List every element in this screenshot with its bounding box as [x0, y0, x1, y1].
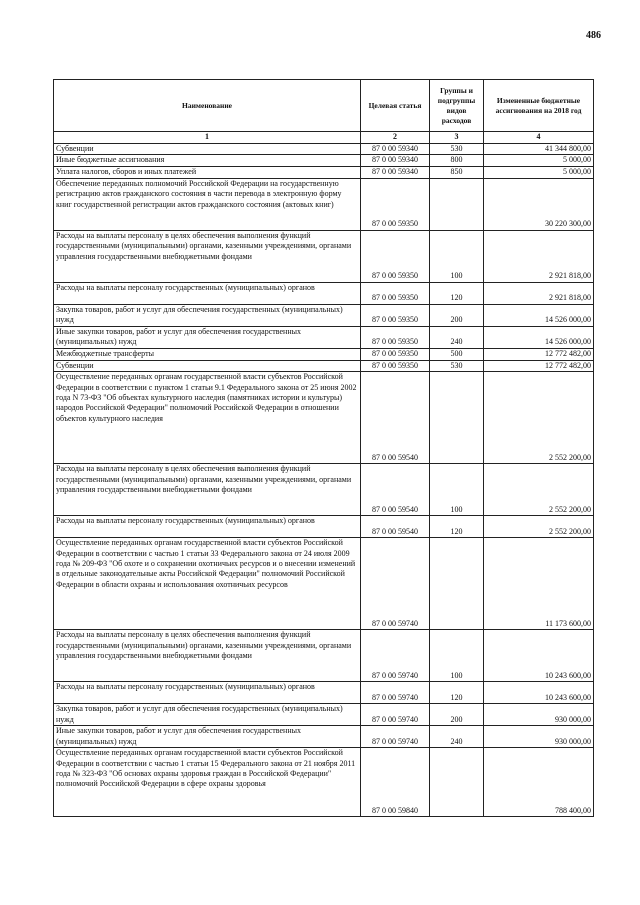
- table-row: [54, 348, 594, 360]
- row-target-code: 87 0 00 59540: [361, 464, 430, 516]
- row-expense-group: 240: [430, 326, 484, 348]
- row-name: Межбюджетные трансферты: [54, 348, 361, 360]
- row-target-code: 87 0 00 59740: [361, 726, 430, 748]
- row-amount: 5 000,00: [484, 155, 594, 166]
- row-amount: 2 552 200,00: [484, 372, 594, 464]
- table-row: [54, 630, 594, 682]
- table-row: [54, 704, 594, 726]
- row-name: Закупка товаров, работ и услуг для обеспечения государственных (муниципальных) нужд: [54, 304, 361, 326]
- row-amount: 2 921 818,00: [484, 282, 594, 304]
- table-row: [54, 538, 594, 630]
- row-expense-group: 120: [430, 282, 484, 304]
- row-amount: 11 173 600,00: [484, 538, 594, 630]
- row-name: Иные закупки товаров, работ и услуг для обеспечения государственных (муниципальных) нужд: [54, 726, 361, 748]
- row-expense-group: 200: [430, 304, 484, 326]
- row-target-code: 87 0 00 59340: [361, 166, 430, 178]
- row-target-code: 87 0 00 59350: [361, 230, 430, 282]
- row-name: Обеспечение переданных полномочий Российской Федерации на государственную регистрацию актов гражданского состояния в части перевода в электронную форму книг государственной регистрации актов гражданского состояния (актовых книг): [54, 178, 361, 230]
- row-name: Осуществление переданных органам государственной власти субъектов Российской Федерации в соответствии с частью 1 статьи 33 Федерального закона от 24 июля 2009 года № 209-ФЗ "Об охоте и о сохранении охотничьих ресурсов и о внесении изменений в отдельные законодательные акты Российской Федерации" полномочий Российской Федерации в области охраны и использования охотничьих ресурсов: [54, 538, 361, 630]
- row-name: Субвенции: [54, 360, 361, 371]
- row-target-code: 87 0 00 59540: [361, 372, 430, 464]
- column-numbers-row: [54, 132, 594, 144]
- table-row: [54, 326, 594, 348]
- row-name: Уплата налогов, сборов и иных платежей: [54, 166, 361, 178]
- column-number: 2: [361, 132, 430, 144]
- budget-table: [53, 79, 594, 817]
- row-expense-group: 120: [430, 682, 484, 704]
- column-number: 4: [484, 132, 594, 144]
- header-code: Целевая статья: [361, 80, 430, 132]
- row-expense-group: 100: [430, 230, 484, 282]
- row-target-code: 87 0 00 59340: [361, 155, 430, 166]
- row-target-code: 87 0 00 59740: [361, 704, 430, 726]
- row-name: Осуществление переданных органам государственной власти субъектов Российской Федерации в соответствии с частью 1 статьи 15 Федерального закона от 21 ноября 2011 года № 323-ФЗ "Об основах охраны здоровья граждан в Российской Федерации" полномочий Российской Федерации в сфере охраны здоровья: [54, 748, 361, 817]
- row-amount: 788 400,00: [484, 748, 594, 817]
- table-row: [54, 166, 594, 178]
- row-target-code: 87 0 00 59740: [361, 682, 430, 704]
- table-row: [54, 282, 594, 304]
- table-row: [54, 516, 594, 538]
- header-name: Наименование: [54, 80, 361, 132]
- row-expense-group: 100: [430, 464, 484, 516]
- row-expense-group: 100: [430, 630, 484, 682]
- row-amount: 30 220 300,00: [484, 178, 594, 230]
- table-row: [54, 304, 594, 326]
- row-name: Субвенции: [54, 144, 361, 155]
- table-row: [54, 155, 594, 166]
- table-row: [54, 360, 594, 371]
- row-expense-group: 240: [430, 726, 484, 748]
- table-row: [54, 682, 594, 704]
- row-expense-group: [430, 178, 484, 230]
- header-group: Группы и подгруппы видов расходов: [430, 80, 484, 132]
- row-amount: 12 772 482,00: [484, 360, 594, 371]
- row-target-code: 87 0 00 59540: [361, 516, 430, 538]
- row-amount: 12 772 482,00: [484, 348, 594, 360]
- row-expense-group: [430, 372, 484, 464]
- table-row: [54, 748, 594, 817]
- row-amount: 10 243 600,00: [484, 630, 594, 682]
- table-row: [54, 144, 594, 155]
- row-amount: 14 526 000,00: [484, 326, 594, 348]
- row-target-code: 87 0 00 59740: [361, 538, 430, 630]
- row-target-code: 87 0 00 59350: [361, 282, 430, 304]
- row-target-code: 87 0 00 59350: [361, 304, 430, 326]
- row-expense-group: 530: [430, 360, 484, 371]
- row-amount: 41 344 800,00: [484, 144, 594, 155]
- row-target-code: 87 0 00 59740: [361, 630, 430, 682]
- row-target-code: 87 0 00 59840: [361, 748, 430, 817]
- table-row: [54, 178, 594, 230]
- row-target-code: 87 0 00 59350: [361, 348, 430, 360]
- row-expense-group: 850: [430, 166, 484, 178]
- table-row: [54, 464, 594, 516]
- row-name: Закупка товаров, работ и услуг для обеспечения государственных (муниципальных) нужд: [54, 704, 361, 726]
- row-name: Иные бюджетные ассигнования: [54, 155, 361, 166]
- column-number: 3: [430, 132, 484, 144]
- row-amount: 2 552 200,00: [484, 464, 594, 516]
- column-number: 1: [54, 132, 361, 144]
- row-expense-group: 200: [430, 704, 484, 726]
- table-row: [54, 372, 594, 464]
- row-name: Расходы на выплаты персоналу в целях обеспечения выполнения функций государственными (муниципальными) органами, казенными учреждениями, органами управления государственными внебюджетными фондами: [54, 630, 361, 682]
- row-expense-group: 120: [430, 516, 484, 538]
- header-row: [54, 80, 594, 132]
- row-amount: 5 000,00: [484, 166, 594, 178]
- table-row: [54, 726, 594, 748]
- row-expense-group: 800: [430, 155, 484, 166]
- table-row: [54, 230, 594, 282]
- row-amount: 10 243 600,00: [484, 682, 594, 704]
- row-name: Расходы на выплаты персоналу в целях обеспечения выполнения функций государственными (муниципальными) органами, казенными учреждениями, органами управления государственными внебюджетными фондами: [54, 230, 361, 282]
- row-name: Расходы на выплаты персоналу государственных (муниципальных) органов: [54, 282, 361, 304]
- row-name: Расходы на выплаты персоналу государственных (муниципальных) органов: [54, 682, 361, 704]
- row-target-code: 87 0 00 59340: [361, 144, 430, 155]
- row-amount: 930 000,00: [484, 726, 594, 748]
- row-target-code: 87 0 00 59350: [361, 360, 430, 371]
- row-expense-group: [430, 748, 484, 817]
- row-amount: 930 000,00: [484, 704, 594, 726]
- row-name: Иные закупки товаров, работ и услуг для обеспечения государственных (муниципальных) нужд: [54, 326, 361, 348]
- row-target-code: 87 0 00 59350: [361, 178, 430, 230]
- header-amount: Измененные бюджетные ассигнования на 2018 год: [484, 80, 594, 132]
- row-amount: 14 526 000,00: [484, 304, 594, 326]
- row-target-code: 87 0 00 59350: [361, 326, 430, 348]
- row-expense-group: 500: [430, 348, 484, 360]
- row-amount: 2 552 200,00: [484, 516, 594, 538]
- page-number: 486: [586, 30, 601, 41]
- row-amount: 2 921 818,00: [484, 230, 594, 282]
- row-expense-group: [430, 538, 484, 630]
- row-name: Расходы на выплаты персоналу государственных (муниципальных) органов: [54, 516, 361, 538]
- row-expense-group: 530: [430, 144, 484, 155]
- row-name: Осуществление переданных органам государственной власти субъектов Российской Федерации в соответствии с пунктом 1 статьи 9.1 Федерального закона от 25 июня 2002 года N 73-ФЗ "Об объектах культурного наследия (памятниках истории и культуры) народов Российской Федерации" полномочий Российской Федерации в отношении объектов культурного наследия: [54, 372, 361, 464]
- row-name: Расходы на выплаты персоналу в целях обеспечения выполнения функций государственными (муниципальными) органами, казенными учреждениями, органами управления государственными внебюджетными фондами: [54, 464, 361, 516]
